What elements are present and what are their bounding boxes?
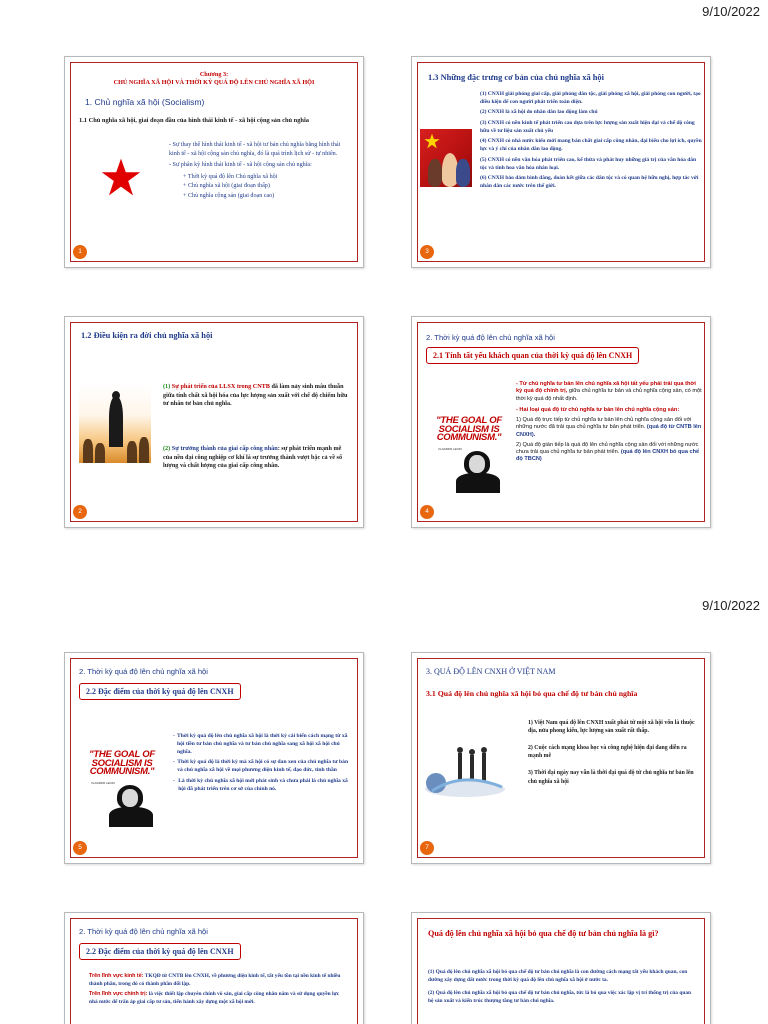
slide-text bbox=[428, 969, 696, 1008]
poster-text: "THE GOAL OF SOCIALISM IS COMMUNISM." bbox=[436, 415, 502, 444]
sub-point: + Chủ nghĩa xã hội (giai đoạn thấp) bbox=[183, 183, 270, 190]
slide-heading: 3. QUÁ ĐỘ LÊN CNXH Ở VIỆT NAM bbox=[426, 667, 556, 676]
slide-heading: 2. Thời kỳ quá độ lên chủ nghĩa xã hội bbox=[426, 333, 555, 342]
paragraph bbox=[89, 991, 345, 1006]
sub-point: + Thời kỳ quá độ lên Chủ nghĩa xã hội bbox=[183, 173, 278, 180]
slide-text bbox=[516, 381, 702, 467]
text: 1) Quá độ trực tiếp từ chủ nghĩa tư bản lên chủ nghĩa cộng sản đối với những nước đã trải qua chủ nghĩa tư bản phát triển. bbox=[516, 417, 692, 431]
reason-item: 1) Việt Nam quá độ lên CNXH xuất phát từ một xã hội vốn là thuộc địa, nửa phong kiến, lực lượng sản xuất rất thấp. bbox=[528, 720, 695, 735]
slide-heading: 1.3 Những đặc trưng cơ bản của chủ nghĩa xã hội bbox=[428, 73, 604, 82]
blue-note: (quá độ từ CNTB lên CNXH). bbox=[516, 424, 702, 438]
condition-text: : sự phát triển mạnh mẽ của nền đại công nghiệp cơ khí là sự trưởng thành vượt bậc cả về số lượng và chất lượng của giai cấp công nhân. bbox=[163, 445, 343, 470]
text: là việc thiết lập chuyên chính vô sản, giai cấp công nhân nắm và sử dụng quyền lực nhà nước để trấn áp giai cấp tư sản, tiến hành xây dựng một xã hội mới. bbox=[89, 991, 340, 1005]
slide-heading: 1.2 Điều kiện ra đời chủ nghĩa xã hội bbox=[81, 331, 213, 340]
vietnam-flag-crowd-image bbox=[420, 129, 472, 187]
section-boxed-title: 2.1 Tính tất yếu khách quan của thời kỳ quá độ lên CNXH bbox=[426, 347, 639, 364]
slide-intro: 1.1 Chủ nghĩa xã hội, giai đoạn đầu của hình thái kinh tế - xã hội cộng sản chủ nghĩa bbox=[79, 117, 309, 124]
text: 2) Quá độ gián tiếp là quá độ lên chủ nghĩa cộng sản đối với những nước chưa trải qua chủ nghĩa tư bản phát triển. bbox=[516, 441, 699, 456]
feature-item: (2) CNXH là xã hội do nhân dân lao động làm chủ bbox=[480, 109, 598, 116]
red-star-icon bbox=[101, 157, 141, 197]
condition-2 bbox=[163, 445, 349, 471]
condition-number: (1) bbox=[163, 383, 172, 390]
slide-3[interactable] bbox=[411, 56, 711, 268]
lenin-poster-image bbox=[87, 749, 157, 827]
poster-text: "THE GOAL OF SOCIALISM IS COMMUNISM." bbox=[89, 749, 155, 778]
slide-text bbox=[528, 719, 698, 789]
slide-5[interactable] bbox=[64, 652, 364, 864]
feature-item: - Là thời kỳ chủ nghĩa xã hội mới phát sinh và chưa phải là chủ nghĩa xã hội đã phát triển trên cơ sở của chính nó. bbox=[173, 778, 348, 792]
slide-2[interactable] bbox=[64, 316, 364, 528]
poster-author: VLADIMIR LENIN bbox=[91, 781, 115, 785]
red-lead: Trên lĩnh vực chính trị: bbox=[89, 991, 148, 998]
slide-text bbox=[480, 91, 702, 194]
chapter-title: CHỦ NGHĨA XÃ HỘI VÀ THỜI KỲ QUÁ ĐỘ LÊN CHỦ NGHĨA XÃ HỘI bbox=[113, 79, 315, 86]
slide-number-badge: 3 bbox=[420, 245, 434, 259]
slide-heading: Quá độ lên chủ nghĩa xã hội bỏ qua chế độ tư bản chủ nghĩa là gì? bbox=[428, 929, 659, 938]
reason-item: 2) Cuộc cách mạng khoa học và công nghệ hiện đại đang diễn ra mạnh mẽ bbox=[528, 745, 687, 760]
paragraph: (2) Quá độ lên chủ nghĩa xã hội bỏ qua chế độ tư bản chủ nghĩa, tức là bỏ qua việc xác lập vị trí thống trị của quan hệ sản xuất và kiến trúc thượng tầng tư bản chủ nghĩa. bbox=[428, 990, 692, 1004]
page-date-middle: 9/10/2022 bbox=[702, 598, 760, 613]
poster-author: VLADIMIR LENIN bbox=[438, 447, 462, 451]
paragraph: (1) Quá độ lên chủ nghĩa xã hội bỏ qua chế độ tư bản chủ nghĩa là con đường cách mạng tất yếu khách quan, con đường xây dựng đất nước trong thời kỳ quá độ lên chủ nghĩa xã hội ở nước ta. bbox=[428, 969, 688, 983]
section-boxed-title: 2.2 Đặc điểm của thời kỳ quá độ lên CNXH bbox=[79, 683, 241, 700]
slide-number-badge: 1 bbox=[73, 245, 87, 259]
paragraph bbox=[516, 407, 702, 414]
feature-item: (1) CNXH giải phóng giai cấp, giải phóng dân tộc, giải phóng xã hội, giải phóng con người, tạo điều kiện để con người phát triển toàn diện. bbox=[480, 91, 701, 105]
lenin-poster-image bbox=[434, 415, 504, 493]
slide-subheading: 3.1 Quá độ lên chủ nghĩa xã hội bỏ qua chế độ tư bản chủ nghĩa bbox=[426, 689, 638, 698]
paragraph bbox=[516, 381, 702, 403]
point: - Sự thay thế hình thái kinh tế - xã hội tư bản chủ nghĩa bằng hình thái kinh tế - xã hội cộng sản chủ nghĩa, đó là quá trình lịch sử - tự nhiên. bbox=[169, 142, 341, 157]
red-lead: - Từ chủ nghĩa tư bản lên chủ nghĩa xã hội tất yếu phải trải qua thời kỳ quá độ chính trị, bbox=[516, 381, 696, 395]
slide-text bbox=[173, 733, 353, 797]
slide-text bbox=[89, 973, 345, 1009]
slide-8[interactable] bbox=[411, 912, 711, 1024]
paragraph bbox=[516, 417, 702, 439]
yellow-star-icon bbox=[424, 133, 440, 149]
reason-item: 3) Thời đại ngày nay vẫn là thời đại quá độ từ chủ nghĩa tư bản lên chủ nghĩa xã hội bbox=[528, 770, 694, 785]
feature-item: - Thời kỳ quá độ là thời kỳ mà xã hội có sự đan xen của chủ nghĩa tư bản và chủ nghĩa xã hội về mọi phương diện kinh tế, đạo đức, tinh thần bbox=[173, 759, 349, 774]
slide-4[interactable] bbox=[411, 316, 711, 528]
point: - Sự phân kỳ hình thái kinh tế - xã hội cộng sản chủ nghĩa: bbox=[169, 162, 312, 169]
feature-item: (3) CNXH có nền kinh tế phát triển cao dựa trên lực lượng sản xuất hiện đại và chế độ công hữu về tư liệu sản xuất chủ yếu bbox=[480, 120, 695, 134]
condition-highlight: Sự phát triển của LLSX trong CNTB bbox=[171, 383, 270, 390]
chapter-label: Chương 3: bbox=[199, 71, 229, 78]
slide-text bbox=[169, 141, 349, 201]
red-lead: Trên lĩnh vực kinh tế: bbox=[89, 973, 144, 979]
feature-item: (6) CNXH bảo đảm bình đẳng, đoàn kết giữa các dân tộc và có quan hệ hữu nghị, hợp tác với nhân dân các nước trên thế giới. bbox=[480, 175, 699, 189]
slide-number-badge: 5 bbox=[73, 841, 87, 855]
slide-1[interactable] bbox=[64, 56, 364, 268]
section-boxed-title: 2.2 Đặc điểm của thời kỳ quá độ lên CNXH bbox=[79, 943, 241, 960]
red-lead: - Hai loại quá độ từ chủ nghĩa tư bản lên chủ nghĩa cộng sản: bbox=[516, 406, 680, 413]
slide-heading: 2. Thời kỳ quá độ lên chủ nghĩa xã hội bbox=[79, 667, 208, 676]
slide-heading: 1. Chủ nghĩa xã hội (Socialism) bbox=[85, 97, 205, 107]
slide-heading: 2. Thời kỳ quá độ lên chủ nghĩa xã hội bbox=[79, 927, 208, 936]
feature-item: - Thời kỳ quá độ lên chủ nghĩa xã hội là thời kỳ cải biến cách mạng từ xã hội tiền tư bản chủ nghĩa và tư bản chủ nghĩa sang xã hội xã hội chủ nghĩa. bbox=[173, 733, 348, 755]
paragraph bbox=[516, 442, 702, 464]
page-date-top: 9/10/2022 bbox=[702, 4, 760, 19]
feature-item: (4) CNXH có nhà nước kiểu mới mang bản chất giai cấp công nhân, đại biểu cho lợi ích, quyền lực và ý chí của nhân dân lao động. bbox=[480, 138, 702, 153]
text: giữa chủ nghĩa tư bản và chủ nghĩa cộng sản, có một thời kỳ quá độ nhất định. bbox=[516, 388, 702, 402]
blue-note: (quá độ lên CNXH bỏ qua chế độ TBCN) bbox=[516, 449, 700, 463]
sub-point: + Chủ nghĩa cộng sản (giai đoạn cao) bbox=[183, 192, 275, 199]
condition-highlight: Sự trưởng thành của giai cấp công nhân bbox=[171, 445, 278, 452]
slide-6[interactable] bbox=[64, 912, 364, 1024]
leader-crowd-image bbox=[79, 383, 151, 463]
slide-number-badge: 2 bbox=[73, 505, 87, 519]
text: TKQĐ từ CNTB lên CNXH, về phương diện kinh tế, tất yếu tồn tại nền kinh tế nhiều thành phần, trong đó có thành phần đối lập. bbox=[89, 973, 341, 987]
slide-number-badge: 7 bbox=[420, 841, 434, 855]
condition-number: (2) bbox=[163, 445, 172, 452]
slide-number-badge: 4 bbox=[420, 505, 434, 519]
paragraph bbox=[89, 973, 345, 988]
business-globe-image bbox=[422, 741, 508, 801]
feature-item: (5) CNXH có nền văn hóa phát triển cao, kế thừa và phát huy những giá trị của văn hóa dân tộc và tinh hoa văn hóa nhân loại. bbox=[480, 156, 697, 171]
slide-7[interactable] bbox=[411, 652, 711, 864]
condition-text: đã làm nảy sinh mâu thuẫn giữa tính chất xã hội hóa của lực lượng sản xuất với chế độ chiếm hữu tư nhân tư bản chủ nghĩa. bbox=[163, 383, 348, 408]
condition-1 bbox=[163, 383, 349, 409]
